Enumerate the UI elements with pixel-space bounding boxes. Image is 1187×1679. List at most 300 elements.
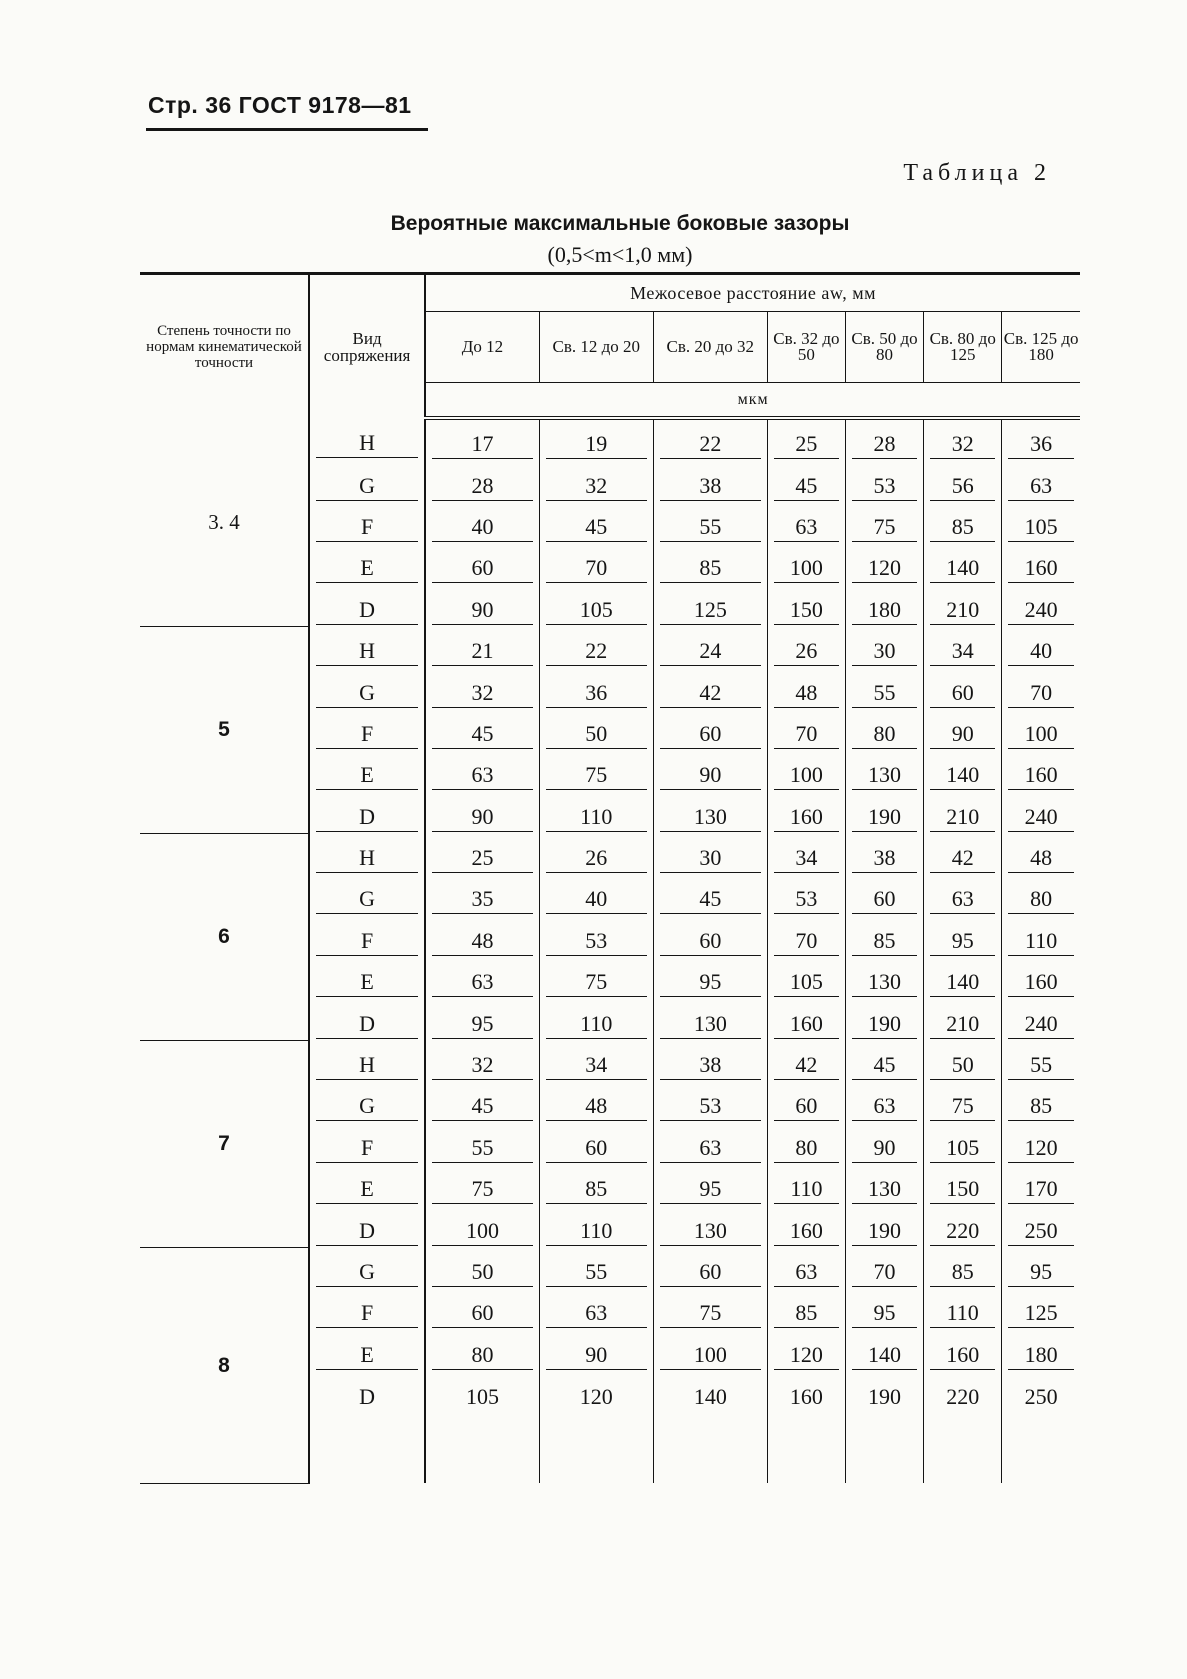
value-cell	[767, 1165, 845, 1206]
clearance-value: 85	[930, 505, 995, 542]
value-cell	[1002, 544, 1080, 585]
unit-header: мкм	[425, 383, 1080, 419]
clearance-value: 160	[930, 1333, 995, 1370]
clearance-value: 53	[774, 877, 839, 914]
fit-cell	[309, 1331, 425, 1372]
value-cell	[924, 710, 1002, 751]
clearance-value: 45	[546, 505, 647, 542]
value-cell	[425, 586, 539, 627]
value-cell	[845, 1248, 923, 1289]
fit-cell	[309, 917, 425, 958]
clearance-value: 90	[660, 753, 761, 790]
clearance-value: 63	[930, 877, 995, 914]
value-cell	[845, 999, 923, 1040]
fit-cell	[309, 1124, 425, 1165]
clearance-value: 60	[432, 1291, 533, 1328]
value-cell	[924, 668, 1002, 709]
tail-cell	[845, 1413, 923, 1483]
value-cell	[653, 544, 767, 585]
value-cell	[924, 875, 1002, 916]
value-cell	[539, 503, 653, 544]
table-title	[330, 208, 910, 270]
fit-cell	[309, 544, 425, 585]
clearance-value: 90	[546, 1333, 647, 1370]
value-cell	[845, 1041, 923, 1082]
value-cell	[767, 1248, 845, 1289]
col-header-range: До 12	[425, 312, 539, 383]
clearance-value: 85	[546, 1167, 647, 1204]
value-cell	[845, 834, 923, 875]
value-cell	[1002, 627, 1080, 668]
fit-cell	[309, 1206, 425, 1247]
value-cell	[924, 461, 1002, 502]
value-cell	[539, 793, 653, 834]
clearance-value: 38	[852, 836, 917, 873]
value-cell	[1002, 1124, 1080, 1165]
clearance-value: 75	[546, 960, 647, 997]
fit-cell	[309, 1289, 425, 1330]
clearance-value: 85	[852, 919, 917, 956]
col-header-range: Св. 80 до 125	[924, 312, 1002, 383]
clearance-value: 100	[660, 1333, 761, 1370]
fit-label: H	[316, 629, 418, 666]
clearance-value: 90	[930, 712, 995, 749]
value-cell	[539, 627, 653, 668]
clearance-value: 105	[546, 588, 647, 625]
value-cell	[767, 668, 845, 709]
clearance-value: 85	[930, 1250, 995, 1287]
value-cell	[924, 418, 1002, 461]
value-cell	[539, 1206, 653, 1247]
value-cell	[845, 917, 923, 958]
clearance-value: 130	[660, 795, 761, 832]
clearance-value: 55	[432, 1126, 533, 1163]
value-cell	[653, 834, 767, 875]
value-cell	[845, 544, 923, 585]
table-row	[140, 418, 1080, 461]
clearance-value: 55	[546, 1250, 647, 1287]
value-cell	[653, 1331, 767, 1372]
value-cell	[1002, 586, 1080, 627]
clearance-value: 75	[930, 1084, 995, 1121]
clearance-value: 70	[546, 546, 647, 583]
fit-cell	[309, 1082, 425, 1123]
clearance-value: 95	[930, 919, 995, 956]
clearance-value: 105	[465, 1383, 499, 1409]
grade-cell: 3. 4	[140, 418, 309, 627]
value-cell	[539, 999, 653, 1040]
tail-cell	[309, 1413, 425, 1483]
value-cell	[539, 875, 653, 916]
value-cell	[1002, 793, 1080, 834]
value-cell	[767, 461, 845, 502]
clearance-value: 85	[660, 546, 761, 583]
clearance-value: 32	[930, 422, 995, 459]
value-cell	[539, 586, 653, 627]
clearance-value: 130	[852, 1167, 917, 1204]
fit-cell	[309, 1041, 425, 1082]
clearance-value: 100	[432, 1209, 533, 1246]
clearance-value: 125	[1008, 1291, 1074, 1328]
value-cell	[1002, 1248, 1080, 1289]
value-cell	[653, 1165, 767, 1206]
table-row	[140, 1041, 1080, 1082]
value-cell	[653, 1041, 767, 1082]
value-cell	[767, 917, 845, 958]
value-cell	[845, 586, 923, 627]
clearance-value: 220	[930, 1209, 995, 1246]
value-cell	[924, 917, 1002, 958]
value-cell	[924, 503, 1002, 544]
clearance-value: 63	[1008, 464, 1074, 501]
fit-cell	[309, 999, 425, 1040]
table-row	[140, 834, 1080, 875]
value-cell	[924, 793, 1002, 834]
clearance-value: 22	[660, 422, 761, 459]
col-header-center-distance: Межосевое расстояние aw, мм	[425, 274, 1080, 312]
fit-cell	[309, 710, 425, 751]
value-cell	[653, 627, 767, 668]
value-cell	[539, 1331, 653, 1372]
value-cell	[1002, 1372, 1080, 1413]
table-title-condition: (0,5<m<1,0 мм)	[547, 242, 693, 267]
clearance-value: 140	[930, 546, 995, 583]
clearance-value: 56	[930, 464, 995, 501]
value-cell	[1002, 1165, 1080, 1206]
fit-cell	[309, 418, 425, 461]
clearance-value: 60	[660, 712, 761, 749]
value-cell	[539, 1372, 653, 1413]
clearance-value: 53	[660, 1084, 761, 1121]
clearance-value: 48	[774, 671, 839, 708]
value-cell	[539, 751, 653, 792]
clearance-value: 40	[546, 877, 647, 914]
value-cell	[845, 1331, 923, 1372]
value-cell	[767, 710, 845, 751]
value-cell	[1002, 1331, 1080, 1372]
value-cell	[845, 1082, 923, 1123]
value-cell	[845, 751, 923, 792]
clearance-value: 48	[546, 1084, 647, 1121]
value-cell	[1002, 503, 1080, 544]
col-header-fit: Вид сопряжения	[309, 274, 425, 419]
clearance-value: 53	[852, 464, 917, 501]
table-title-main: Вероятные максимальные боковые зазоры	[390, 212, 850, 235]
value-cell	[924, 1165, 1002, 1206]
value-cell	[767, 834, 845, 875]
value-cell	[767, 1372, 845, 1413]
clearance-value: 120	[852, 546, 917, 583]
clearance-value: 105	[1008, 505, 1074, 542]
grade-cell: 8	[140, 1248, 309, 1484]
value-cell	[1002, 710, 1080, 751]
clearance-value: 63	[546, 1291, 647, 1328]
clearance-value: 55	[852, 671, 917, 708]
fit-cell	[309, 1165, 425, 1206]
clearance-value: 160	[1008, 546, 1074, 583]
value-cell	[924, 1041, 1002, 1082]
value-cell	[653, 1124, 767, 1165]
clearance-value: 28	[432, 464, 533, 501]
clearance-value: 34	[774, 836, 839, 873]
clearance-value: 85	[774, 1291, 839, 1328]
clearance-value: 160	[774, 1209, 839, 1246]
clearance-value: 55	[660, 505, 761, 542]
clearance-value: 63	[432, 753, 533, 790]
value-cell	[425, 834, 539, 875]
value-cell	[845, 1289, 923, 1330]
clearance-value: 26	[774, 629, 839, 666]
clearance-value: 90	[432, 588, 533, 625]
clearance-value: 250	[1024, 1383, 1058, 1409]
clearance-value: 50	[930, 1043, 995, 1080]
clearance-value: 42	[774, 1043, 839, 1080]
clearance-value: 110	[546, 795, 647, 832]
value-cell	[767, 1124, 845, 1165]
clearance-value: 105	[930, 1126, 995, 1163]
clearance-value: 40	[432, 505, 533, 542]
value-cell	[653, 668, 767, 709]
fit-label: E	[316, 960, 418, 997]
fit-label: G	[316, 1250, 418, 1287]
clearance-value: 130	[660, 1002, 761, 1039]
clearance-value: 38	[660, 1043, 761, 1080]
clearance-value: 95	[660, 1167, 761, 1204]
value-cell	[1002, 418, 1080, 461]
clearance-value: 60	[930, 671, 995, 708]
clearance-value: 50	[432, 1250, 533, 1287]
value-cell	[425, 1289, 539, 1330]
table-label: Таблица 2	[903, 160, 1051, 186]
value-cell	[1002, 1206, 1080, 1247]
clearance-value: 63	[660, 1126, 761, 1163]
clearance-value: 160	[774, 1002, 839, 1039]
value-cell	[425, 751, 539, 792]
value-cell	[767, 1082, 845, 1123]
fit-cell	[309, 875, 425, 916]
value-cell	[1002, 999, 1080, 1040]
value-cell	[539, 1165, 653, 1206]
clearance-value: 110	[546, 1209, 647, 1246]
grade-cell: 6	[140, 834, 309, 1041]
clearance-value: 25	[432, 836, 533, 873]
fit-cell	[309, 461, 425, 502]
fit-cell	[309, 503, 425, 544]
value-cell	[425, 1206, 539, 1247]
clearance-value: 70	[774, 919, 839, 956]
value-cell	[767, 586, 845, 627]
fit-label: E	[316, 546, 418, 583]
fit-label: D	[316, 1209, 418, 1246]
grade-cell: 5	[140, 627, 309, 834]
value-cell	[539, 418, 653, 461]
fit-cell	[309, 1372, 425, 1413]
col-header-range: Св. 125 до 180	[1002, 312, 1080, 383]
value-cell	[425, 668, 539, 709]
value-cell	[924, 958, 1002, 999]
clearance-value: 240	[1008, 588, 1074, 625]
value-cell	[425, 917, 539, 958]
clearance-value: 75	[432, 1167, 533, 1204]
clearance-value: 45	[432, 712, 533, 749]
value-cell	[924, 834, 1002, 875]
clearance-value: 60	[432, 546, 533, 583]
value-cell	[425, 627, 539, 668]
clearance-value: 60	[660, 1250, 761, 1287]
clearance-value: 130	[660, 1209, 761, 1246]
tail-cell	[653, 1413, 767, 1483]
value-cell	[924, 627, 1002, 668]
clearance-value: 160	[789, 1383, 823, 1409]
fit-label: E	[316, 1167, 418, 1204]
clearance-value: 63	[774, 505, 839, 542]
value-cell	[1002, 1041, 1080, 1082]
clearance-value: 170	[1008, 1167, 1074, 1204]
value-cell	[1002, 1082, 1080, 1123]
value-cell	[425, 793, 539, 834]
value-cell	[767, 999, 845, 1040]
clearance-value: 48	[1008, 836, 1074, 873]
value-cell	[653, 418, 767, 461]
clearance-value: 28	[852, 422, 917, 459]
clearance-value: 120	[579, 1383, 613, 1409]
clearance-value: 26	[546, 836, 647, 873]
clearance-value: 140	[852, 1333, 917, 1370]
tail-cell	[1002, 1413, 1080, 1483]
value-cell	[767, 503, 845, 544]
table-row	[140, 627, 1080, 668]
value-cell	[845, 668, 923, 709]
value-cell	[767, 544, 845, 585]
clearance-value: 130	[852, 960, 917, 997]
clearance-value: 70	[774, 712, 839, 749]
value-cell	[653, 1289, 767, 1330]
value-cell	[767, 793, 845, 834]
fit-cell	[309, 793, 425, 834]
value-cell	[924, 586, 1002, 627]
clearance-value: 30	[852, 629, 917, 666]
clearance-value: 120	[774, 1333, 839, 1370]
fit-label: F	[316, 712, 418, 749]
value-cell	[924, 1331, 1002, 1372]
value-cell	[845, 461, 923, 502]
clearance-value: 125	[660, 588, 761, 625]
clearance-value: 48	[432, 919, 533, 956]
clearance-value: 110	[546, 1002, 647, 1039]
header-rule	[146, 128, 428, 131]
clearance-value: 150	[774, 588, 839, 625]
clearance-value: 45	[852, 1043, 917, 1080]
clearance-value: 50	[546, 712, 647, 749]
clearance-value: 180	[852, 588, 917, 625]
clearance-value: 75	[546, 753, 647, 790]
clearance-value: 100	[774, 546, 839, 583]
table-body	[140, 418, 1080, 1483]
fit-label: E	[316, 1333, 418, 1370]
value-cell	[539, 710, 653, 751]
value-cell	[767, 958, 845, 999]
value-cell	[539, 958, 653, 999]
clearance-value: 36	[546, 671, 647, 708]
value-cell	[924, 1124, 1002, 1165]
value-cell	[653, 1206, 767, 1247]
fit-label: D	[359, 1383, 376, 1409]
clearance-value: 19	[546, 422, 647, 459]
fit-label: D	[316, 795, 418, 832]
clearance-value: 140	[693, 1383, 727, 1409]
clearance-value: 60	[852, 877, 917, 914]
clearance-value: 240	[1008, 795, 1074, 832]
clearance-value: 32	[432, 1043, 533, 1080]
value-cell	[425, 461, 539, 502]
value-cell	[1002, 1289, 1080, 1330]
value-cell	[767, 1206, 845, 1247]
clearance-value: 110	[1008, 919, 1074, 956]
value-cell	[924, 1206, 1002, 1247]
clearance-table	[140, 272, 1080, 1484]
value-cell	[653, 875, 767, 916]
value-cell	[845, 1206, 923, 1247]
clearance-value: 210	[930, 1002, 995, 1039]
clearance-value: 100	[774, 753, 839, 790]
value-cell	[539, 1289, 653, 1330]
value-cell	[653, 1248, 767, 1289]
clearance-value: 45	[432, 1084, 533, 1121]
fit-label: D	[316, 588, 418, 625]
value-cell	[653, 461, 767, 502]
value-cell	[1002, 875, 1080, 916]
value-cell	[1002, 668, 1080, 709]
clearance-value: 180	[1008, 1333, 1074, 1370]
clearance-value: 160	[1008, 753, 1074, 790]
value-cell	[767, 751, 845, 792]
fit-cell	[309, 1248, 425, 1289]
value-cell	[653, 917, 767, 958]
clearance-value: 42	[930, 836, 995, 873]
value-cell	[653, 1372, 767, 1413]
value-cell	[767, 418, 845, 461]
clearance-value: 32	[546, 464, 647, 501]
fit-label: F	[316, 1126, 418, 1163]
value-cell	[425, 958, 539, 999]
value-cell	[845, 1372, 923, 1413]
value-cell	[845, 958, 923, 999]
value-cell	[767, 1041, 845, 1082]
col-header-range: Св. 50 до 80	[845, 312, 923, 383]
col-header-grade: Степень точности по нормам кинематической точности	[140, 274, 309, 419]
clearance-value: 190	[852, 1002, 917, 1039]
value-cell	[425, 544, 539, 585]
fit-label: G	[316, 671, 418, 708]
tail-cell	[539, 1413, 653, 1483]
clearance-value: 95	[852, 1291, 917, 1328]
clearance-value: 38	[660, 464, 761, 501]
clearance-value: 220	[946, 1383, 980, 1409]
value-cell	[1002, 958, 1080, 999]
clearance-value: 30	[660, 836, 761, 873]
clearance-value: 250	[1008, 1209, 1074, 1246]
clearance-value: 63	[432, 960, 533, 997]
fit-cell	[309, 586, 425, 627]
clearance-value: 120	[1008, 1126, 1074, 1163]
clearance-value: 85	[1008, 1084, 1074, 1121]
value-cell	[539, 668, 653, 709]
page-header: Стр. 36 ГОСТ 9178—81	[148, 92, 412, 118]
clearance-value: 190	[852, 1209, 917, 1246]
value-cell	[767, 1289, 845, 1330]
clearance-value: 90	[432, 795, 533, 832]
clearance-value: 75	[852, 505, 917, 542]
